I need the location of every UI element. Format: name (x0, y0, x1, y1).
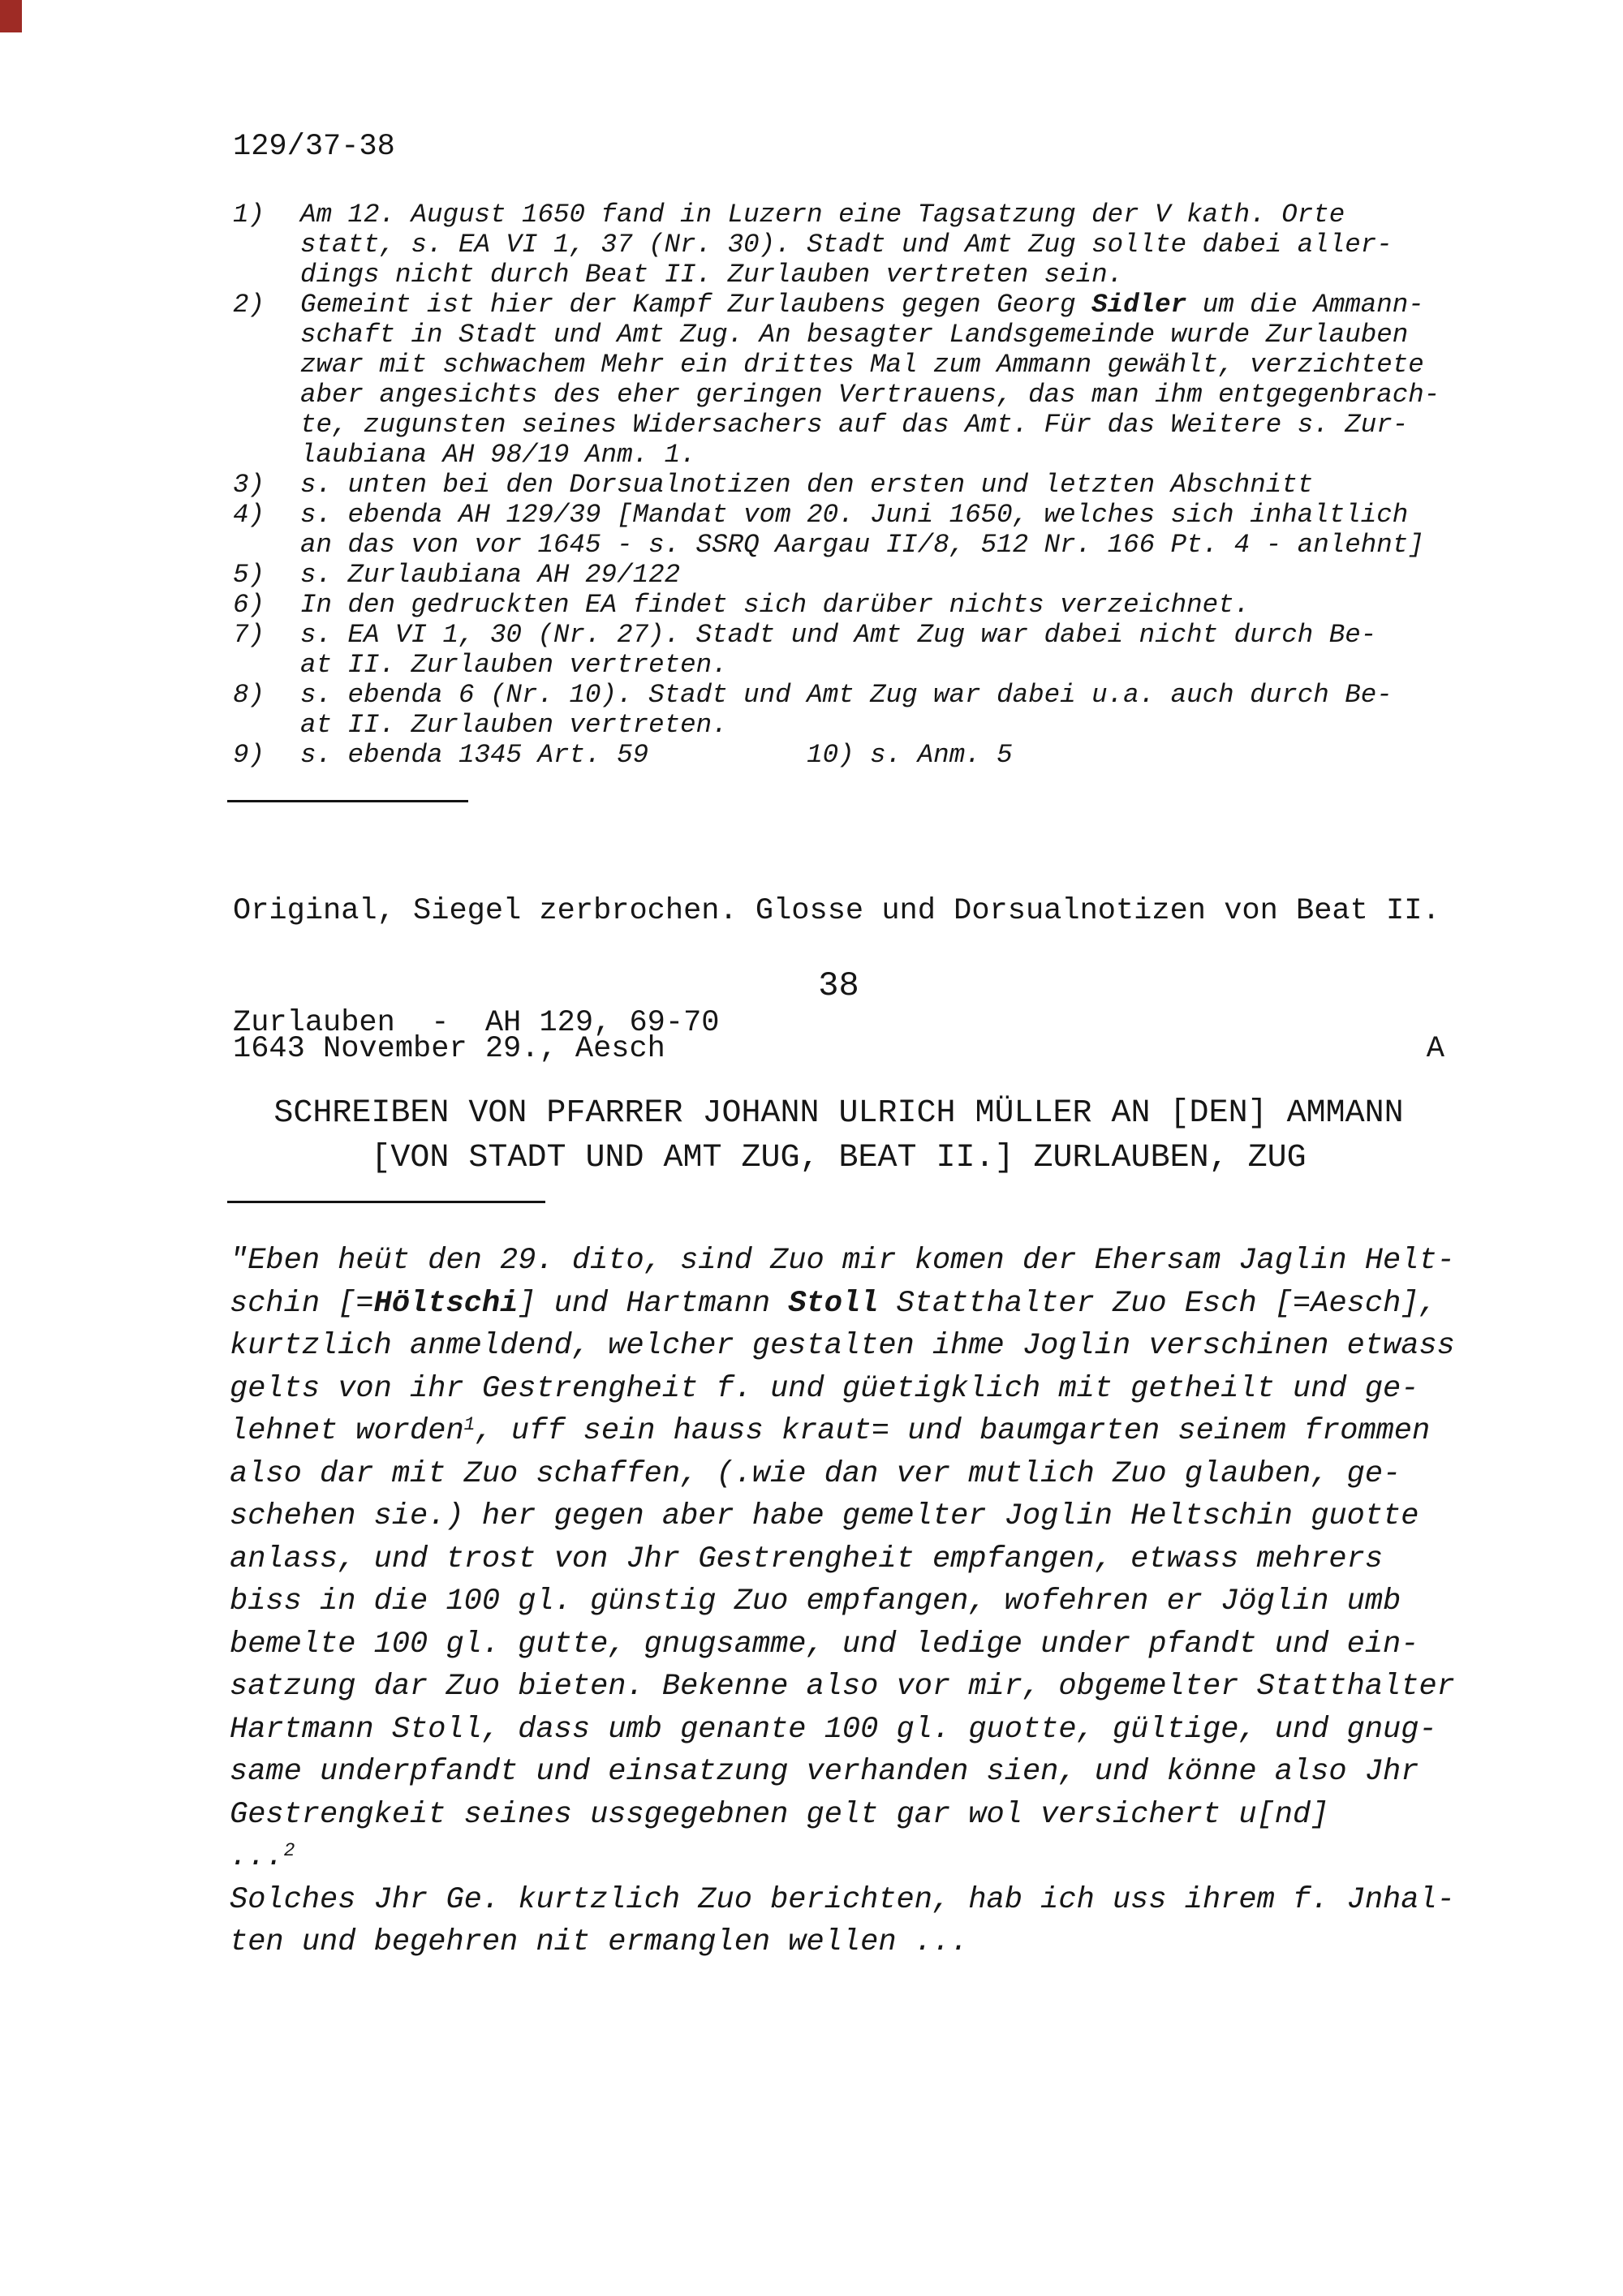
footnote-line: schaft in Stadt und Amt Zug. An besagter Landsgemeinde wurde Zurlauben (300, 320, 1409, 350)
footnote-line: laubiana AH 98/19 Anm. 1. (300, 440, 696, 470)
footnote-number: 1) (233, 200, 265, 230)
footnote-line: s. ebenda 6 (Nr. 10). Stadt und Amt Zug war dabei u.a. auch durch Be- (300, 680, 1393, 710)
quote-line: schehen sie.) her gegen aber habe gemelter Joglin Heltschin guotte (230, 1499, 1419, 1533)
footnote-line: Am 12. August 1650 fand in Luzern eine Tagsatzung der V kath. Orte (300, 200, 1345, 230)
footnote-number: 4) (233, 500, 265, 530)
page-number-header: 129/37-38 (233, 130, 395, 164)
quote-body (230, 1240, 1455, 1964)
footnote-item (233, 560, 1440, 590)
footnote-line: s. ebenda AH 129/39 [Mandat vom 20. Juni 1650, welches sich inhaltlich (300, 500, 1409, 530)
footnote-line: s. EA VI 1, 30 (Nr. 27). Stadt und Amt Zug war dabei nicht durch Be- (300, 620, 1377, 650)
quote-line: Hartmann Stoll, dass umb genante 100 gl. guotte, gültige, und gnug- (230, 1712, 1437, 1747)
quote-line: kurtzlich anmeldend, welcher gestalten ihme Joglin verschinen etwass (230, 1329, 1455, 1363)
emphasized-name: Stoll (788, 1286, 879, 1321)
document-date: 1643 November 29., Aesch (233, 1032, 665, 1066)
footnote-line: statt, s. EA VI 1, 37 (Nr. 30). Stadt und Amt Zug sollte dabei aller- (300, 230, 1393, 260)
footnote-line: at II. Zurlauben vertreten. (300, 710, 728, 740)
footnote-line: aber angesichts des eher geringen Vertrauens, das man ihm entgegenbrach- (300, 380, 1440, 410)
quote-line: also dar mit Zuo schaffen, (.wie dan ver mutlich Zuo glauben, ge- (230, 1456, 1401, 1491)
footnote-text (300, 470, 1313, 500)
footnotes-list (233, 200, 1440, 770)
title-separator-rule (227, 1201, 545, 1203)
footnote-number: 9) (233, 740, 265, 770)
footnote-line: dings nicht durch Beat II. Zurlauben vertreten sein. (300, 260, 1124, 290)
footnote-item (233, 740, 1440, 770)
footnote-marker: 2 (283, 1839, 295, 1861)
footnote-text (300, 740, 1013, 770)
quote-line: gelts von ihr Gestrengheit f. und güetigklich mit getheilt und ge- (230, 1371, 1419, 1406)
footnote-text (300, 290, 1440, 470)
red-corner-scan-artifact (0, 0, 22, 32)
footnote-number: 3) (233, 470, 265, 500)
footnote-line: s. Zurlaubiana AH 29/122 (300, 560, 681, 590)
footnote-line: s. ebenda 1345 Art. 59 10) s. Anm. 5 (300, 740, 1013, 770)
quote-line: ...$^2$ (230, 1839, 295, 1874)
footnote-line: at II. Zurlauben vertreten. (300, 650, 728, 680)
footnote-item (233, 590, 1440, 620)
emphasized-name: Höltschi (373, 1286, 519, 1321)
footnote-line: Gemeint ist hier der Kampf Zurlaubens gegen Georg Sidler um die Ammann- (300, 290, 1424, 320)
source-line: Zurlauben - AH 129, 69-70 (233, 1006, 720, 1040)
quote-line: lehnet worden$^1$, uff sein hauss kraut= und baumgarten seinem frommen (230, 1413, 1431, 1448)
footnote-text (300, 680, 1393, 740)
document-title-line: [VON STADT UND AMT ZUG, BEAT II.] ZURLAUBEN, ZUG (371, 1140, 1307, 1176)
footnote-line: an das von vor 1645 - s. SSRQ Aargau II/8, 512 Nr. 166 Pt. 4 - anlehnt] (300, 530, 1424, 560)
quote-line: Gestrengkeit seines ussgegebnen gelt gar wol versichert u[nd] (230, 1797, 1329, 1832)
quote-line: satzung dar Zuo bieten. Bekenne also vor mir, obgemelter Statthalter (230, 1670, 1455, 1704)
footnote-number: 5) (233, 560, 265, 590)
footnote-number: 7) (233, 620, 265, 650)
quote-line: Solches Jhr Ge. kurtzlich Zuo berichten, hab ich uss ihrem f. Jnhal- (230, 1882, 1455, 1917)
footnote-separator-rule (227, 800, 468, 802)
footnote-item (233, 200, 1440, 290)
quote-line: "Eben heüt den 29. dito, sind Zuo mir komen der Ehersam Jaglin Helt- (230, 1244, 1455, 1278)
quote-line: schin [=Höltschi] und Hartmann Stoll Statthalter Zuo Esch [=Aesch], (230, 1286, 1437, 1321)
document-number: 38 (818, 966, 859, 1005)
footnote-item (233, 500, 1440, 560)
footnote-line: te, zugunsten seines Widersachers auf das Amt. Für das Weitere s. Zur- (300, 410, 1409, 440)
quote-line: ten und begehren nit ermanglen wellen ... (230, 1925, 969, 1959)
footnote-marker: 1 (463, 1413, 476, 1435)
footnote-text (300, 620, 1376, 680)
document-title-line: SCHREIBEN VON PFARRER JOHANN ULRICH MÜLLER AN [DEN] AMMANN (273, 1095, 1404, 1132)
footnote-text (300, 560, 680, 590)
document-siglum: A (1426, 1032, 1444, 1066)
footnote-line: s. unten bei den Dorsualnotizen den ersten und letzten Abschnitt (300, 470, 1314, 500)
quote-line: bemelte 100 gl. gutte, gnugsamme, und ledige under pfandt und ein- (230, 1627, 1419, 1662)
date-line (233, 1032, 1444, 1066)
source-line: Original, Siegel zerbrochen. Glosse und Dorsualnotizen von Beat II. (233, 894, 1440, 928)
footnote-number: 6) (233, 590, 265, 620)
quote-line: same underpfandt und einsatzung verhanden sien, und könne also Jhr (230, 1755, 1419, 1789)
footnote-text (300, 500, 1424, 560)
footnote-item (233, 620, 1440, 680)
footnote-line: In den gedruckten EA findet sich darüber nichts verzeichnet. (300, 590, 1251, 620)
footnote-text (300, 200, 1393, 290)
quote-line: anlass, und trost von Jhr Gestrengheit empfangen, etwass mehrers (230, 1541, 1384, 1576)
footnote-item (233, 680, 1440, 740)
footnote-item (233, 290, 1440, 470)
footnote-item (233, 470, 1440, 500)
footnote-number: 8) (233, 680, 265, 710)
emphasized-name: Sidler (1091, 290, 1187, 320)
footnote-text (300, 590, 1250, 620)
footnote-line: zwar mit schwachem Mehr ein drittes Mal zum Ammann gewählt, verzichtete (300, 350, 1424, 380)
document-title (233, 1091, 1444, 1180)
quote-line: biss in die 100 gl. günstig Zuo empfangen, wofehren er Jöglin umb (230, 1584, 1401, 1619)
footnote-number: 2) (233, 290, 265, 320)
